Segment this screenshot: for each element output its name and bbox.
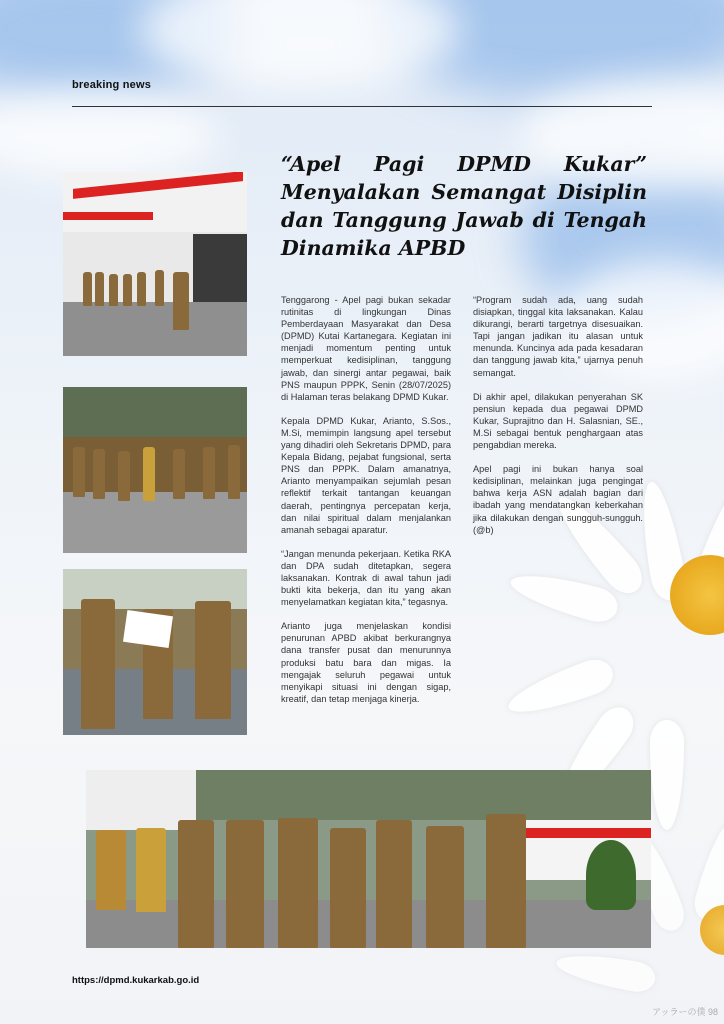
header-divider bbox=[72, 106, 652, 107]
paragraph: Arianto juga menjelaskan kondisi penurunan APBD akibat berkurangnya dana transfer pusat dan menurunnya produksi batu bara dan migas. Ia mengajak seluruh pegawai untuk menyikapi situasi ini dengan sigap, kreatif, dan tetap menjaga kinerja. bbox=[281, 621, 451, 704]
photo-apel-leader bbox=[63, 172, 247, 356]
paragraph: Apel pagi ini bukan hanya soal kedisiplinan, melainkan juga pengingat bahwa kerja ASN adalah bagian dari ibadah yang mendatangkan keberkahan jika dilakukan dengan sungguh-sungguh. (@b) bbox=[473, 464, 643, 535]
paragraph: Tenggarong - Apel pagi bukan sekadar rutinitas di lingkungan Dinas Pemberdayaan Masyarakat dan Desa (DPMD) Kutai Kartanegara. Kegiatan ini menjadi momentum penting untuk memperkuat kedisiplinan, tanggung jawab, dan sinergi antar pegawai, baik PNS maupun PPPK, Senin (28/07/2025) di Halaman teras belakang DPMD Kukar. bbox=[281, 295, 451, 402]
section-tag: breaking news bbox=[72, 79, 152, 91]
website-url[interactable]: https://dpmd.kukarkab.go.id bbox=[72, 975, 200, 986]
article-column-1 bbox=[281, 294, 451, 717]
paragraph: “Program sudah ada, uang sudah disiapkan, tinggal kita laksanakan. Kalau dikurangi, berarti targetnya disesuaikan. Tapi jangan jadikan itu alasan untuk menunda. Kuncinya ada pada kesadaran dan tanggung jawab kita,” ujarnya penuh semangat. bbox=[473, 295, 643, 378]
paragraph: “Jangan menunda pekerjaan. Ketika RKA dan DPA sudah ditetapkan, segera laksanakan. Kontrak di awal tahun jadi bukti kita bekerja, dan itu yang akan menyelamatkan kegiatan kita,” tegasnya. bbox=[281, 548, 451, 608]
photo-sk-handover bbox=[63, 569, 247, 735]
article-column-2 bbox=[473, 294, 643, 548]
article-title: “Apel Pagi DPMD Kukar” Menyalakan Semangat Disiplin dan Tanggung Jawab di Tengah Dinamika APBD bbox=[281, 152, 647, 260]
photo-apel-participants bbox=[63, 387, 247, 553]
paragraph: Di akhir apel, dilakukan penyerahan SK pensiun kepada dua pegawai DPMD Kukar, Suprajitno dan H. Salasnian, SE., M.Si sebagai bentuk penghargaan atas pengabdian mereka. bbox=[473, 391, 643, 451]
photo-group bbox=[86, 770, 651, 948]
page-number: アッラーの僕 98 bbox=[652, 1007, 718, 1017]
paragraph: Kepala DPMD Kukar, Arianto, S.Sos., M.Si, memimpin langsung apel tersebut yang dihadiri oleh Sekretaris DPMD, para Kepala Bidang, pejabat fungsional, serta PNS dan PPPK. Dalam amanatnya, Arianto menyampaikan sejumlah pesan reflektif terkait tantangan keuangan daerah, pentingnya percepatan kerja, dan nilai spiritual dalam menjalankan amanah sebagai aparatur. bbox=[281, 415, 451, 535]
